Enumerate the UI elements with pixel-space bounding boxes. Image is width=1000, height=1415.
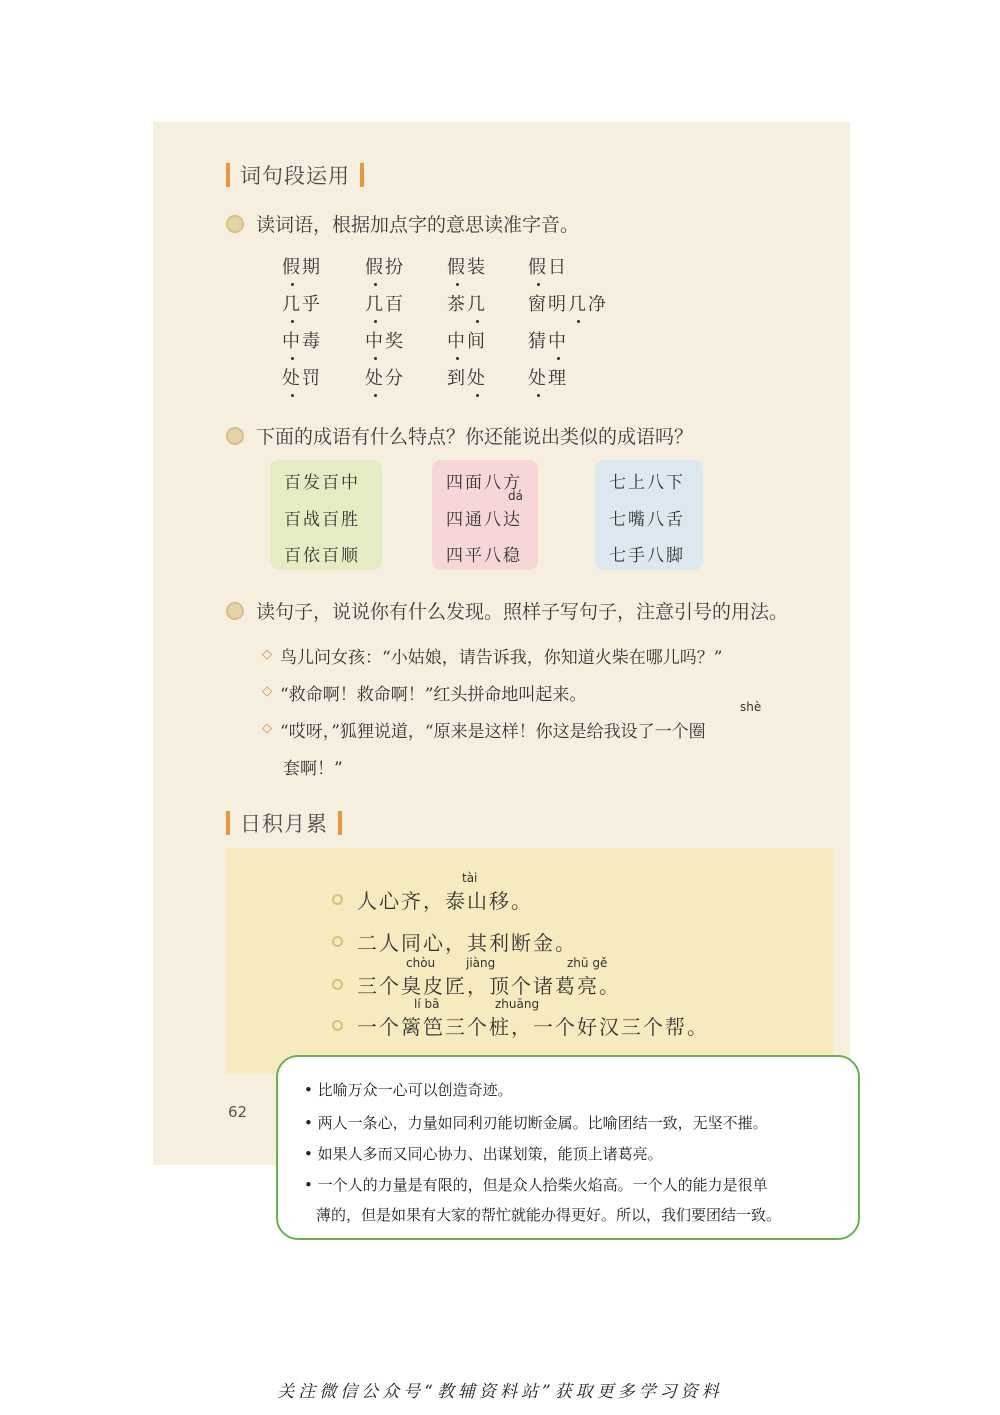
word-cell: 假日 (528, 253, 568, 279)
dotted-char: 几 (282, 290, 302, 316)
dotted-char: 假 (528, 253, 548, 279)
pinyin-liba: lí bā (414, 997, 440, 1011)
idiom: 七嘴八舌 (609, 510, 685, 530)
word-cell: 窗明几净 (528, 290, 608, 316)
dotted-char: 处 (467, 364, 487, 390)
proverb-text: 二人同心，其利断金。 (357, 931, 577, 955)
word-cell: 猜中 (528, 327, 568, 353)
proverb-line (332, 1011, 709, 1040)
idiom: 百依百顺 (284, 546, 360, 566)
example-sentence (262, 680, 586, 705)
example-sentence-cont (283, 754, 343, 779)
dotted-char: 处 (528, 364, 548, 390)
section-title-text: 日积月累 (240, 812, 328, 836)
dotted-char: 几 (365, 290, 385, 316)
pinyin-zhuge: zhū gě (567, 956, 608, 970)
dotted-char: 几 (467, 290, 487, 316)
title-bar-left (226, 811, 230, 835)
circle-bullet-icon (332, 894, 343, 905)
page-number: 62 (228, 1103, 248, 1121)
pinyin-tai: tài (462, 871, 478, 885)
question-1 (226, 210, 579, 237)
idiom: 七上八下 (609, 473, 685, 493)
dotted-char: 处 (365, 364, 385, 390)
question-2 (226, 422, 693, 449)
proverb-text: 一个篱笆三个桩，一个好汉三个帮。 (357, 1015, 709, 1039)
circle-bullet-icon (332, 1020, 343, 1031)
proverb-line (332, 885, 533, 914)
diamond-icon: ◇ (262, 647, 272, 662)
proverb-text: 人心齐，泰山移。 (357, 889, 533, 913)
question-bullet-icon (226, 602, 244, 620)
proverb-panel (226, 848, 834, 1074)
note-line: • 两人一条心，力量如同利刃能切断金属。比喻团结一致，无坚不摧。 (304, 1114, 768, 1132)
footer-watermark-text: 关注微信公众号“教辅资料站”获取更多学习资料 (277, 1382, 723, 1402)
pinyin-she: shè (740, 700, 762, 714)
question-1-text: 读词语，根据加点字的意思读准字音。 (256, 214, 580, 236)
question-bullet-icon (226, 427, 244, 445)
question-2-text: 下面的成语有什么特点？你还能说出类似的成语吗？ (256, 426, 694, 448)
section-title-accumulation (226, 808, 352, 838)
word-cell: 假扮 (365, 253, 405, 279)
word-cell: 中毒 (282, 327, 322, 353)
pinyin-jiang: jiàng (466, 956, 496, 970)
diamond-icon: ◇ (262, 684, 272, 699)
word-cell: 处罚 (282, 364, 322, 390)
word-cell: 茶几 (447, 290, 487, 316)
dotted-char: 中 (447, 327, 467, 353)
dotted-char: 中 (282, 327, 302, 353)
proverb-line (332, 970, 621, 999)
sentence-text: 套啊！” (283, 759, 343, 779)
dotted-char: 中 (548, 327, 568, 353)
question-bullet-icon (226, 215, 244, 233)
idiom: 四平八稳 (446, 546, 522, 566)
circle-bullet-icon (332, 936, 343, 947)
section-title-text: 词句段运用 (240, 164, 350, 188)
proverb-text: 三个臭皮匠，顶个诸葛亮。 (357, 974, 621, 998)
title-bar-right (338, 811, 342, 835)
title-bar-right (360, 163, 364, 187)
idiom: 四通八达 (446, 510, 522, 530)
idiom: 百发百中 (284, 473, 360, 493)
sentence-text: “救命啊！救命啊！”红头拼命地叫起来。 (280, 685, 587, 705)
title-bar-left (226, 163, 230, 187)
dotted-char: 假 (282, 253, 302, 279)
word-cell: 几乎 (282, 290, 322, 316)
word-cell: 假期 (282, 253, 322, 279)
word-cell: 处理 (528, 364, 568, 390)
sentence-text: “哎呀，”狐狸说道，“原来是这样！你这是给我设了一个圈 (280, 722, 706, 742)
example-sentence (262, 643, 722, 668)
pinyin-da: dá (508, 489, 523, 503)
note-line: • 一个人的力量是有限的，但是众人拾柴火焰高。一个人的能力是很单 (304, 1176, 768, 1194)
example-sentence (262, 717, 706, 742)
explanation-note (276, 1055, 860, 1240)
dotted-char: 几 (568, 290, 588, 316)
note-line: • 如果人多而又同心协力、出谋划策，能顶上诸葛亮。 (304, 1145, 663, 1163)
dotted-char: 处 (282, 364, 302, 390)
question-3-text: 读句子，说说你有什么发现。照样子写句子，注意引号的用法。 (256, 601, 789, 623)
idiom: 四面八方 (446, 473, 522, 493)
question-3 (226, 597, 788, 624)
word-cell: 处分 (365, 364, 405, 390)
section-title-words (226, 160, 374, 190)
note-line: 薄的，但是如果有大家的帮忙就能办得更好。所以，我们要团结一致。 (316, 1206, 782, 1224)
note-line: • 比喻万众一心可以创造奇迹。 (304, 1081, 513, 1099)
word-cell: 中间 (447, 327, 487, 353)
idiom: 七手八脚 (609, 546, 685, 566)
dotted-char: 中 (365, 327, 385, 353)
diamond-icon: ◇ (262, 721, 272, 736)
word-cell: 到处 (447, 364, 487, 390)
sentence-text: 鸟儿问女孩：“小姑娘，请告诉我，你知道火柴在哪儿吗？” (280, 648, 723, 668)
proverb-line (332, 927, 577, 956)
pinyin-zhuang: zhuāng (495, 997, 540, 1011)
idiom: 百战百胜 (284, 510, 360, 530)
pinyin-chou: chòu (406, 956, 436, 970)
dotted-char: 假 (365, 253, 385, 279)
word-cell: 几百 (365, 290, 405, 316)
word-cell: 假装 (447, 253, 487, 279)
dotted-char: 假 (447, 253, 467, 279)
word-cell: 中奖 (365, 327, 405, 353)
circle-bullet-icon (332, 979, 343, 990)
